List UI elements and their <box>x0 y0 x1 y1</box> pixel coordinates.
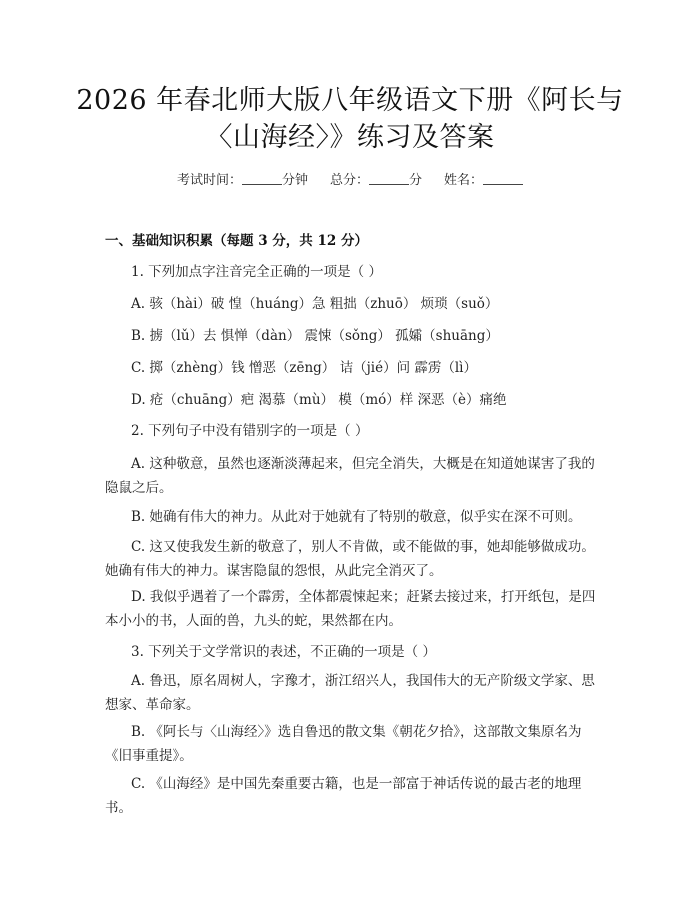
question-1-option-b: B. 掳（lǔ）去 惧惮（dàn） 震悚（sǒng） 孤孀（shuāng） <box>131 328 499 344</box>
exam-info-row <box>0 169 700 188</box>
time-blank <box>242 172 282 185</box>
question-2-option-a: A. 这种敬意，虽然也逐渐淡薄起来，但完全消失，大概是在知道她谋害了我的隐鼠之后。 <box>105 456 595 496</box>
score-blank <box>369 172 409 185</box>
question-1-option-a: A. 骇（hài）破 惶（huáng）急 粗拙（zhuō） 烦琐（suǒ） <box>131 296 499 312</box>
question-1-option-c: C. 掷（zhèng）钱 憎恶（zēng） 诘（jié）问 霹雳（lì） <box>131 360 478 376</box>
name-blank <box>483 172 523 185</box>
question-3-option-a: A. 鲁迅，原名周树人，字豫才，浙江绍兴人，我国伟大的无产阶级文学家、思想家、革命家。 <box>105 673 595 713</box>
section-heading: 一、基础知识积累（每题 3 分，共 12 分） <box>105 233 368 249</box>
score-unit: 分 <box>409 173 423 188</box>
document-title-line-2: 〈山海经〉》练习及答案 <box>205 122 495 153</box>
question-2-stem: 2. 下列句子中没有错别字的一项是（ ） <box>131 423 369 439</box>
question-2-option-b: B. 她确有伟大的神力。从此对于她就有了特别的敬意，似乎实在深不可则。 <box>131 509 582 525</box>
question-2-option-c: C. 这又使我发生新的敬意了，别人不肯做，或不能做的事，她却能够做成功。她确有伟大的神力。谋害隐鼠的怨恨，从此完全消灭了。 <box>105 539 595 579</box>
time-unit: 分钟 <box>281 173 308 188</box>
time-label: 考试时间： <box>176 173 242 188</box>
document-title-line-1: 2026 年春北师大版八年级语文下册《阿长与 <box>76 85 624 116</box>
question-3-stem: 3. 下列关于文学常识的表述，不正确的一项是（ ） <box>131 644 436 660</box>
question-1-option-d: D. 疮（chuāng）疤 渴慕（mù） 模（mó）样 深恶（è）痛绝 <box>131 392 507 408</box>
score-label: 总分： <box>329 173 369 188</box>
name-label: 姓名： <box>444 173 484 188</box>
question-2-option-d: D. 我似乎遇着了一个霹雳，全体都震悚起来；赶紧去接过来，打开纸包，是四本小小的书，人面的兽，九头的蛇，果然都在内。 <box>105 589 596 629</box>
question-1-stem: 1. 下列加点字注音完全正确的一项是（ ） <box>131 264 382 280</box>
question-3-option-c: C. 《山海经》是中国先秦重要古籍，也是一部富于神话传说的最古老的地理书。 <box>105 776 582 816</box>
question-3-option-b: B. 《阿长与〈山海经〉》选自鲁迅的散文集《朝花夕拾》，这部散文集原名为《旧事重提》。 <box>105 724 582 764</box>
